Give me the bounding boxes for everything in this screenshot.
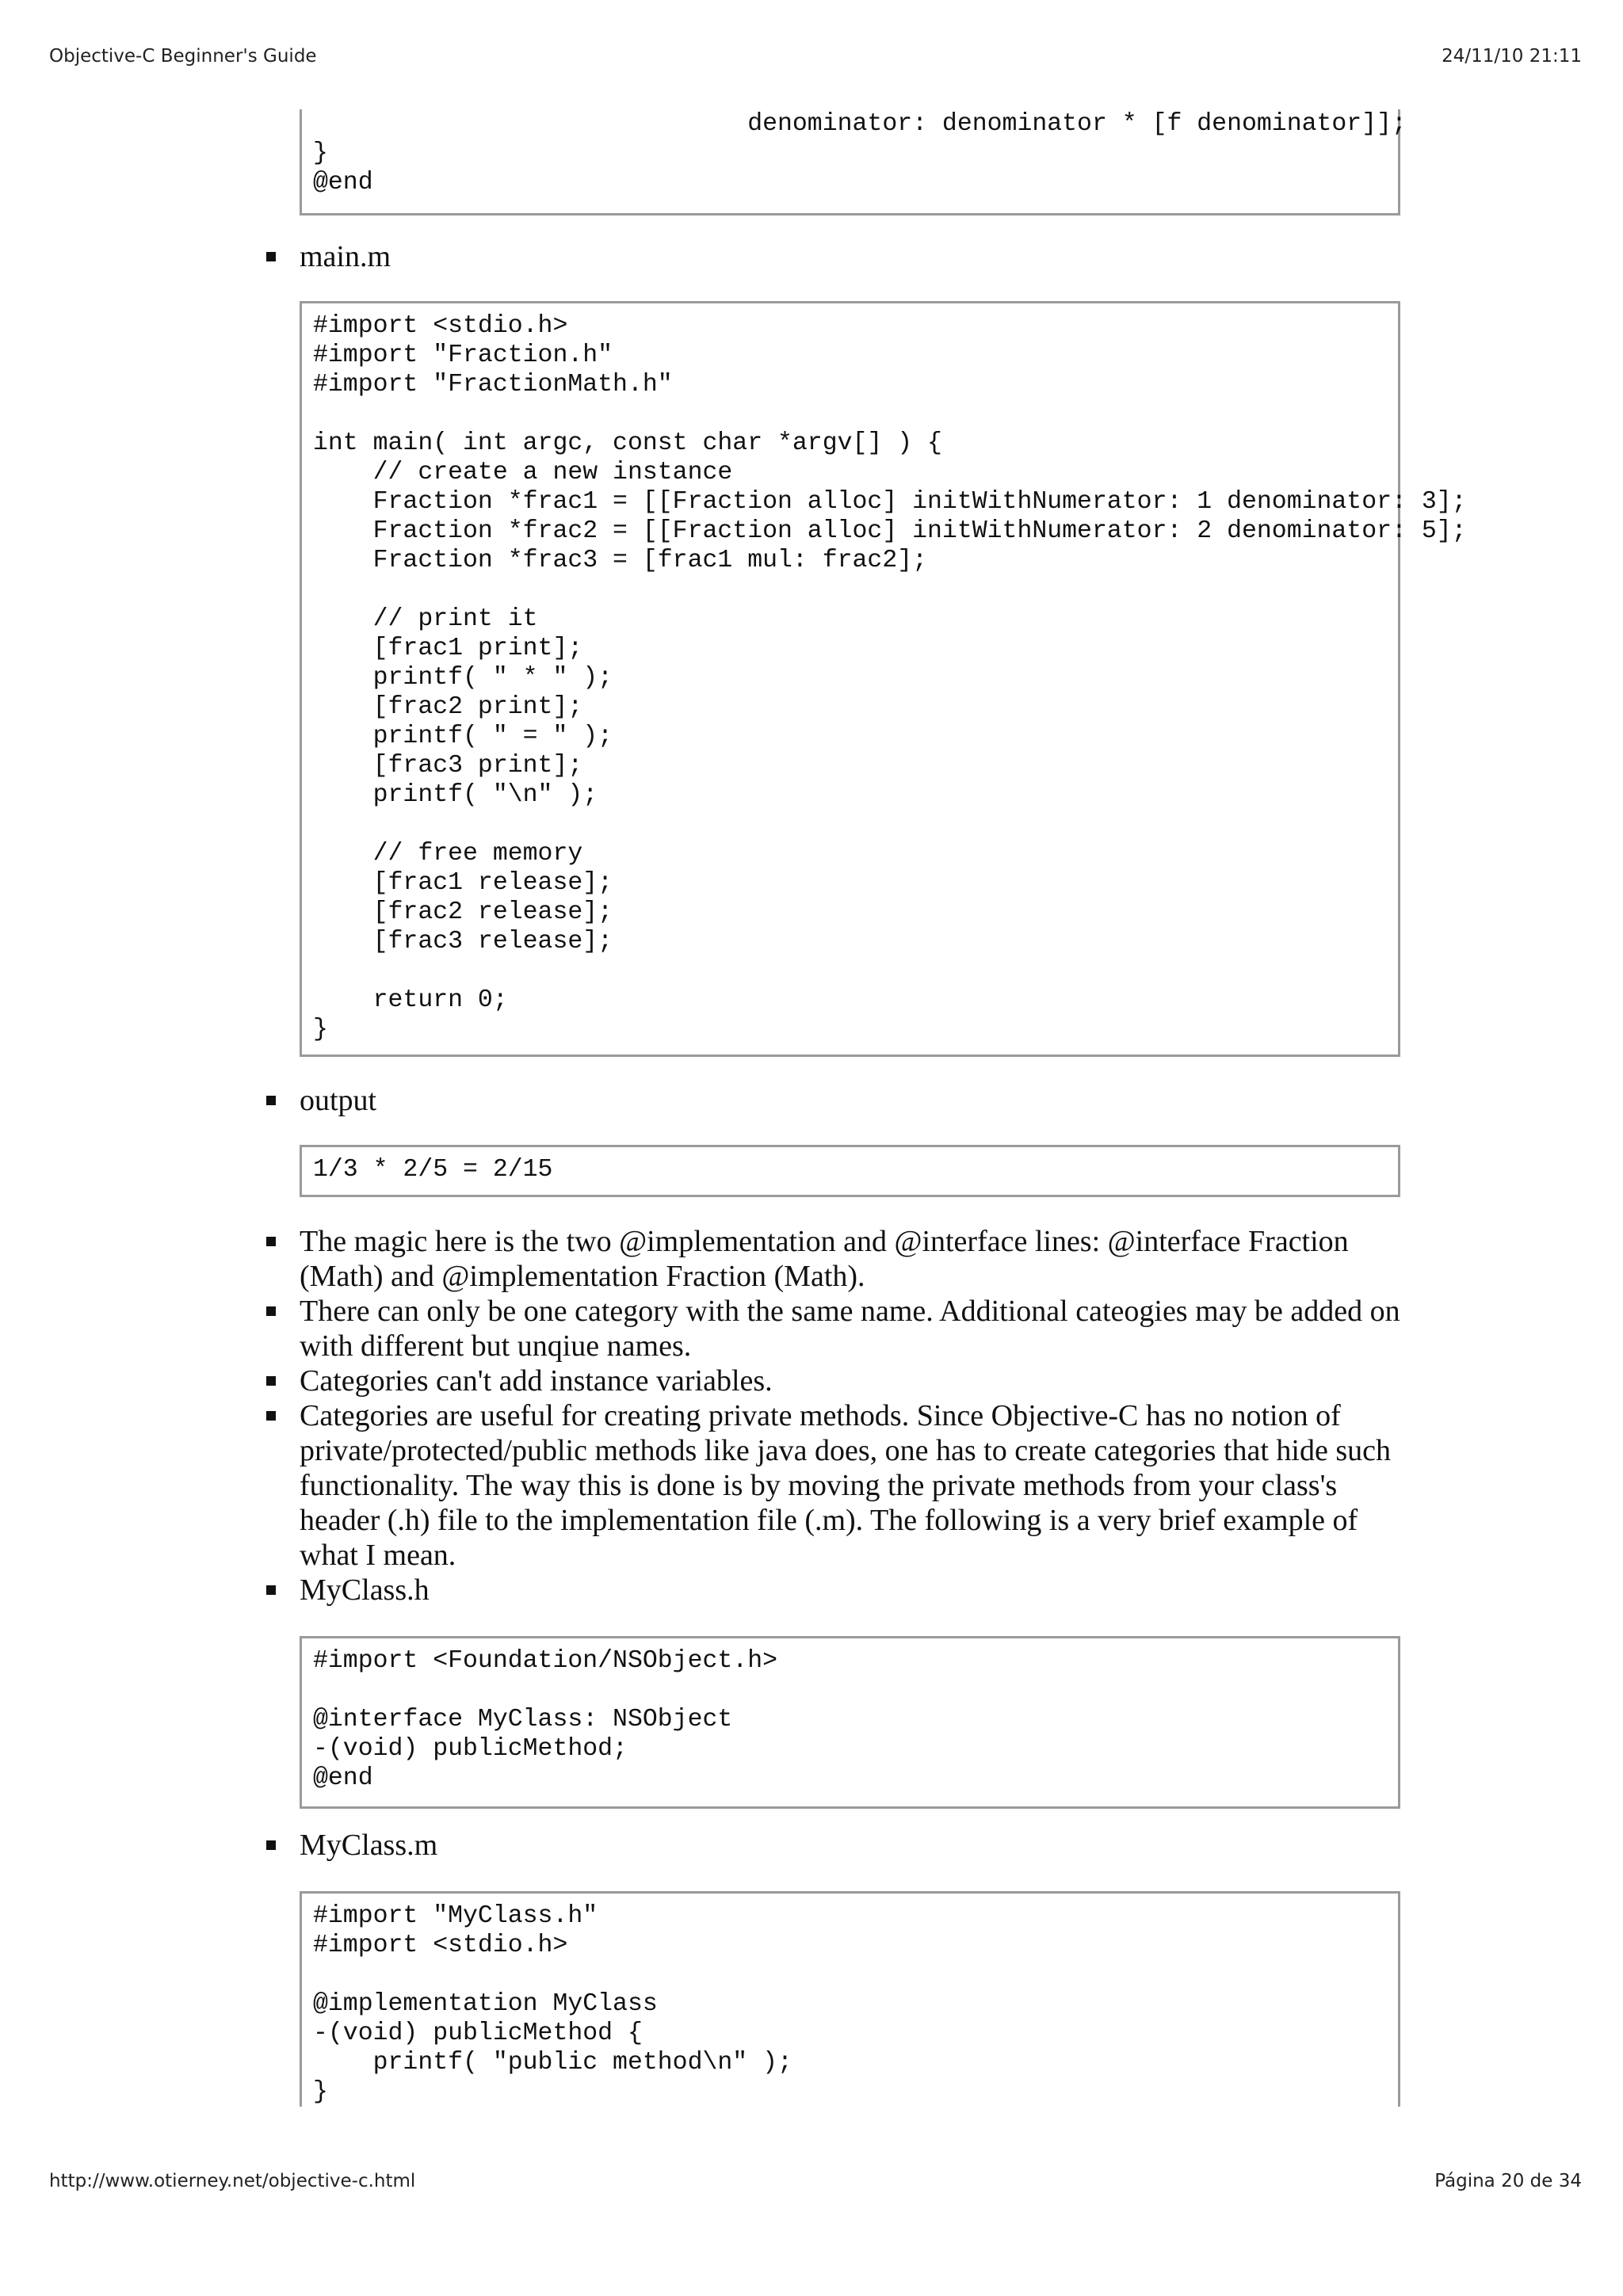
list-item-instance-variables (266, 1363, 1415, 1398)
bullet-marker (266, 1306, 276, 1316)
page-footer-url: http://www.otierney.net/objective-c.html (49, 2171, 416, 2191)
code-block-main-m: #import <stdio.h> #import "Fraction.h" #import "FractionMath.h" int main( int argc, const char *argv[] ) { // create a new instance Fraction *frac1 = [[Fraction alloc] initWithNumerator: 1 denominator: 3]; Fraction *frac2 = [[Fraction alloc] initWithNumerator: 2 denominator: 5]; Fraction *frac3 = [frac1 mul: frac2]; // print it [frac1 print]; printf( " * " ); [frac2 print]; printf( " = " ); [frac3 print]; printf( "\n" ); // free memory [frac1 release]; [frac2 release]; [frac3 release]; return 0; } (300, 301, 1400, 1057)
list-item-main-m (266, 239, 1415, 274)
list-item-myclass-h (266, 1573, 1415, 1608)
code-block-myclass-m: #import "MyClass.h" #import <stdio.h> @implementation MyClass -(void) publicMethod { printf( "public method\n" ); } (300, 1891, 1400, 2107)
code-block-fractionmath-end: denominator: denominator * [f denominator]]; } @end (300, 109, 1400, 215)
page-header-title: Objective-C Beginner's Guide (49, 46, 317, 67)
list-item-category-name (266, 1294, 1415, 1363)
list-item-label: output (300, 1084, 377, 1117)
list-item-text: There can only be one category with the same name. Additional cateogies may be added on with different but unqiue names. (300, 1295, 1400, 1363)
list-item-private-methods (266, 1398, 1415, 1573)
bullet-marker (266, 1840, 276, 1850)
code-block-myclass-h: #import <Foundation/NSObject.h> @interface MyClass: NSObject -(void) publicMethod; @end (300, 1636, 1400, 1809)
list-item-label: MyClass.h (300, 1573, 430, 1607)
code-block-output: 1/3 * 2/5 = 2/15 (300, 1145, 1400, 1197)
list-item-text: Categories are useful for creating private methods. Since Objective-C has no notion of private/protected/public methods like java does, one has to create categories that hide such functionality. The way this is done is by moving the private methods from your class's header (.h) file to the implementation file (.m). The following is a very brief example of what I mean. (300, 1399, 1391, 1572)
list-item-text: The magic here is the two @implementation and @interface lines: @interface Fraction (Math) and @implementation Fraction (Math). (300, 1225, 1349, 1293)
list-item-label: main.m (300, 240, 391, 273)
bullet-marker (266, 1411, 276, 1421)
list-item-text: Categories can't add instance variables. (300, 1364, 773, 1398)
list-item-label: MyClass.m (300, 1829, 438, 1862)
bullet-marker (266, 1237, 276, 1246)
page-header-datetime: 24/11/10 21:11 (1442, 46, 1582, 67)
page-footer-page-number: Página 20 de 34 (1434, 2171, 1582, 2191)
bullet-marker (266, 1376, 276, 1386)
bullet-marker (266, 1096, 276, 1105)
bullet-marker (266, 252, 276, 261)
list-item-output (266, 1083, 1415, 1118)
bullet-marker (266, 1585, 276, 1595)
list-item-magic (266, 1224, 1415, 1294)
list-item-myclass-m (266, 1828, 1415, 1863)
